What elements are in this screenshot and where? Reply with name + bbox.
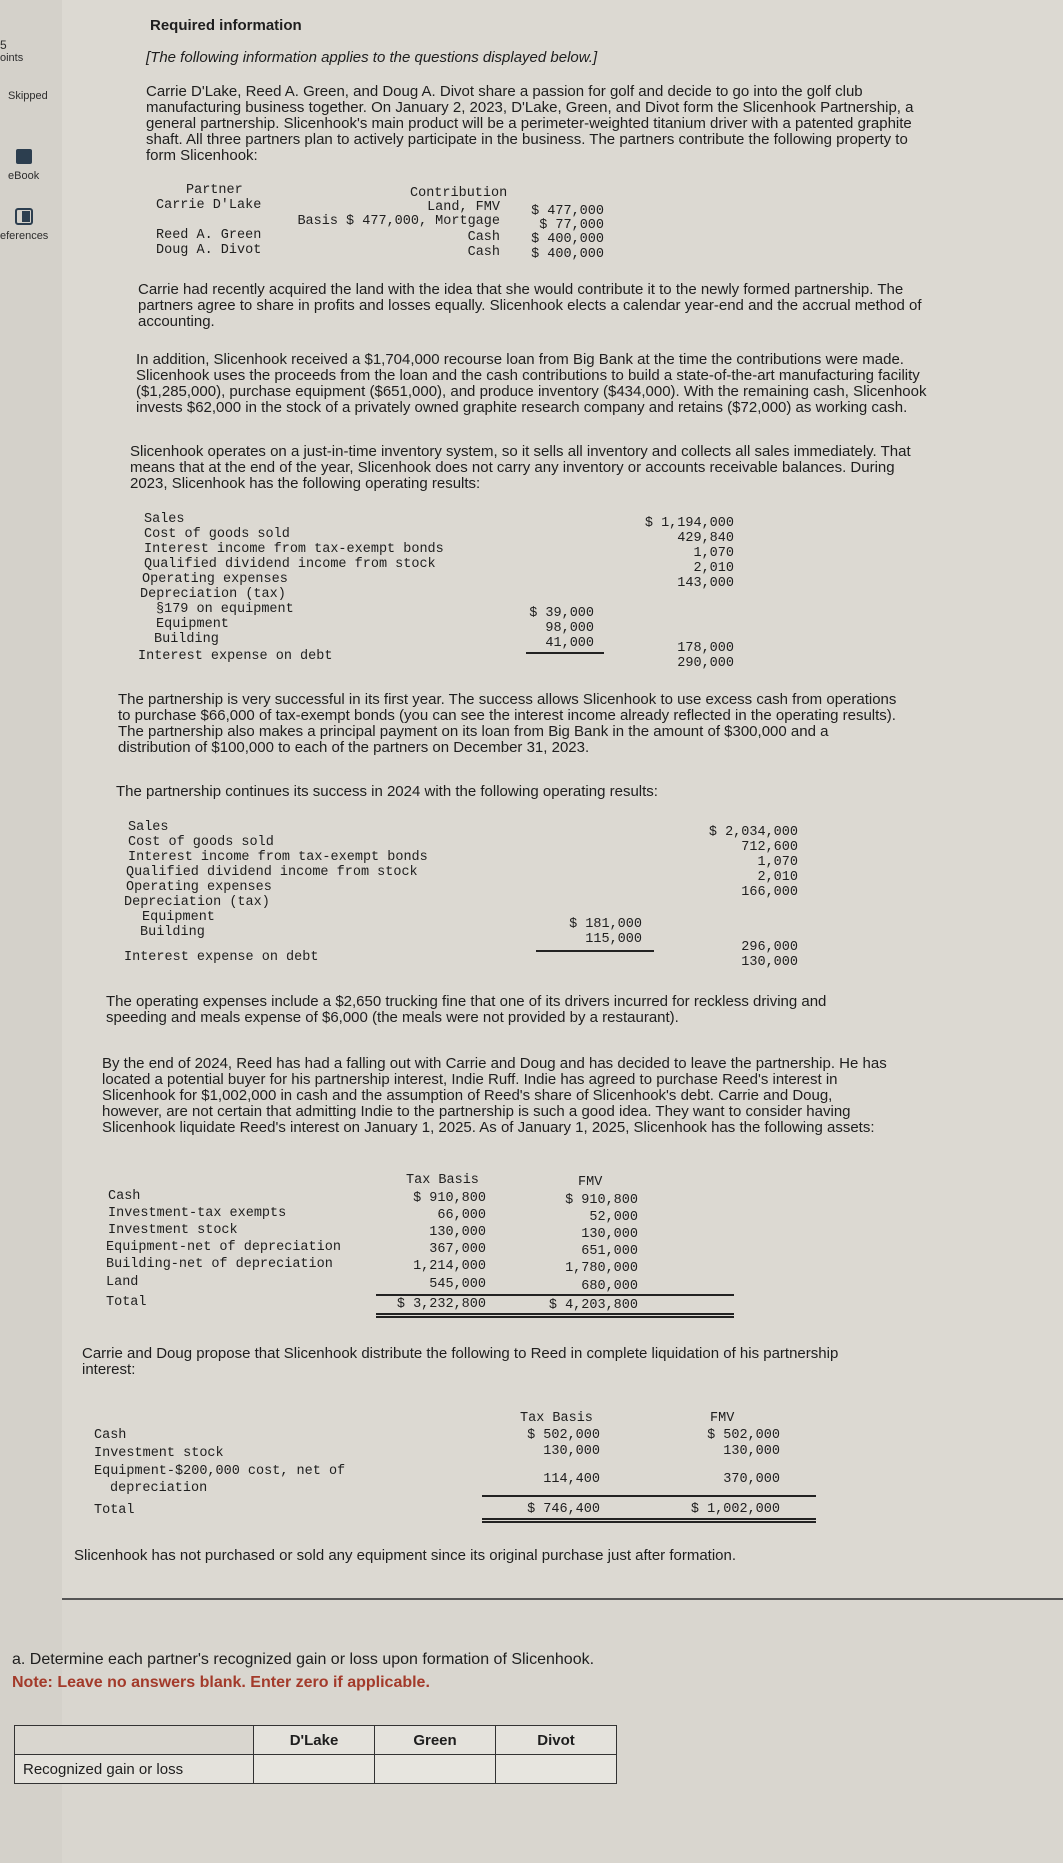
dist-header-fmv: FMV (710, 1411, 735, 1426)
dist-total-fmv: $ 1,002,000 (690, 1502, 780, 1517)
asset-basis: 66,000 (437, 1208, 486, 1223)
ebook-link[interactable]: eBook (8, 170, 40, 182)
paragraph-line: Carrie had recently acquired the land with the idea that she would contribute it to the newly formed partnership. The (138, 281, 904, 298)
ops2024-value: 166,000 (741, 885, 798, 900)
dist-basis: $ 502,000 (527, 1428, 600, 1443)
answer-header-green: Green (375, 1726, 496, 1755)
ops2023-value: 178,000 (677, 641, 734, 656)
answer-header-divot: Divot (496, 1726, 617, 1755)
ops2024-label: Sales (128, 820, 169, 835)
ops2023-label: Depreciation (tax) (140, 587, 286, 602)
ops2023-value: 143,000 (677, 576, 734, 591)
question-note: Note: Leave no answers blank. Enter zero if applicable. (12, 1674, 430, 1691)
ops2024-label: Interest income from tax-exempt bonds (128, 850, 428, 865)
ops2024-label: Operating expenses (126, 880, 272, 895)
contrib-description: Land, FMV (427, 200, 500, 215)
paragraph-line: interest: (82, 1361, 136, 1378)
asset-label: Investment stock (108, 1223, 238, 1238)
contrib-description: Basis $ 477,000, Mortgage (297, 214, 500, 229)
ops2024-label: Cost of goods sold (128, 835, 274, 850)
ops2023-label: §179 on equipment (156, 602, 294, 617)
asset-basis: 545,000 (429, 1277, 486, 1292)
ops2023-value: 429,840 (677, 531, 734, 546)
ops2023-label: Interest expense on debt (138, 649, 333, 664)
ops2023-value: 2,010 (693, 561, 734, 576)
ops2024-value: 130,000 (741, 955, 798, 970)
points-label: oints (0, 52, 24, 64)
ops2024-dep-value: 115,000 (585, 932, 642, 947)
contrib-partner: Reed A. Green (156, 228, 262, 243)
dist-subtotal-line (482, 1495, 816, 1497)
answer-input-green[interactable] (375, 1755, 496, 1784)
paragraph-line: In addition, Slicenhook received a $1,704,000 recourse loan from Big Bank at the time the contributions were made. (136, 351, 904, 368)
dist-total-double-line (482, 1518, 816, 1520)
asset-fmv: 52,000 (589, 1210, 638, 1225)
ops2023-label: Operating expenses (142, 572, 288, 587)
intro-line: general partnership. Slicenhook's main product will be a perimeter-weighted titanium driver with a patented graphite (146, 115, 912, 132)
ops2024-value: 296,000 (741, 940, 798, 955)
paragraph-line: The partnership also makes a principal payment on its loan from Big Bank in the amount of $300,000 and a (118, 723, 829, 740)
dist-label: depreciation (110, 1481, 208, 1496)
ops2024-label: Depreciation (tax) (124, 895, 270, 910)
ops2023-label: Building (154, 632, 219, 647)
paragraph-line: The operating expenses include a $2,650 trucking fine that one of its drivers incurred for reckless driving and (106, 993, 827, 1010)
contrib-description: Cash (467, 230, 500, 245)
required-information-panel (62, 0, 1063, 1600)
dist-label: Investment stock (94, 1446, 224, 1461)
asset-fmv: 130,000 (581, 1227, 638, 1242)
dist-basis: 114,400 (543, 1472, 600, 1487)
section-title: Required information (150, 17, 302, 34)
ops2023-label: Interest income from tax-exempt bonds (144, 542, 444, 557)
ops2023-value: 290,000 (677, 656, 734, 671)
assets-total-double-line (376, 1316, 734, 1318)
paragraph-line: 2023, Slicenhook has the following operating results: (130, 475, 481, 492)
ops2024-label: Equipment (142, 910, 215, 925)
paragraph-line: means that at the end of the year, Slicenhook does not carry any inventory or accounts receivable balances. During (130, 459, 895, 476)
asset-label: Building-net of depreciation (106, 1257, 333, 1272)
asset-fmv: 651,000 (581, 1244, 638, 1259)
contrib-amount: $ 477,000 (531, 204, 604, 219)
asset-basis: 130,000 (429, 1225, 486, 1240)
paragraph-line: invests $62,000 in the stock of a privately owned graphite research company and retains ($72,000) as working cash. (136, 399, 908, 416)
answer-table-corner (15, 1726, 254, 1755)
ops2024-label: Qualified dividend income from stock (126, 865, 418, 880)
contrib-amount: $ 77,000 (539, 218, 604, 233)
ops2023-label: Sales (144, 512, 185, 527)
ops2024-label: Building (140, 925, 205, 940)
paragraph-line: however, are not certain that admitting Indie to the partnership is such a good idea. They want to consider having (102, 1103, 851, 1120)
paragraph-line: ($1,285,000), purchase equipment ($651,000), and produce inventory ($434,000). With the remaining cash, Slicenhook (136, 383, 927, 400)
asset-total-basis: $ 3,232,800 (396, 1297, 486, 1312)
answer-table (14, 1725, 617, 1784)
contrib-partner: Doug A. Divot (156, 243, 262, 258)
contrib-header-partner: Partner (186, 183, 243, 198)
asset-fmv: 680,000 (581, 1279, 638, 1294)
ops2024-dep-value: $ 181,000 (569, 917, 642, 932)
points-number: 5 (0, 38, 7, 52)
paragraph-line: accounting. (138, 313, 215, 330)
answer-input-divot[interactable] (496, 1755, 617, 1784)
assets-header-fmv: FMV (578, 1175, 603, 1190)
intro-line: form Slicenhook: (146, 147, 258, 164)
skipped-label: Skipped (8, 90, 48, 102)
asset-basis: 1,214,000 (413, 1259, 486, 1274)
references-link[interactable]: eferences (0, 230, 49, 242)
ops2023-value: 1,070 (693, 546, 734, 561)
paragraph-line: The partnership continues its success in 2024 with the following operating results: (116, 783, 658, 800)
ops2024-value: 2,010 (757, 870, 798, 885)
dist-total-basis: $ 746,400 (527, 1502, 600, 1517)
contrib-header-contribution: Contribution (410, 186, 508, 201)
paragraph-line: partners agree to share in profits and losses equally. Slicenhook elects a calendar year-end and the accrual method of (138, 297, 922, 314)
asset-basis: $ 910,800 (413, 1191, 486, 1206)
asset-total-label: Total (106, 1295, 147, 1310)
assets-header-basis: Tax Basis (406, 1173, 479, 1188)
question-a: a. Determine each partner's recognized gain or loss upon formation of Slicenhook. (12, 1651, 595, 1668)
paragraph-line: By the end of 2024, Reed has had a falling out with Carrie and Doug and has decided to leave the partnership. He has (102, 1055, 887, 1072)
assets-total-double-line (376, 1313, 734, 1315)
paragraph-line: Carrie and Doug propose that Slicenhook distribute the following to Reed in complete liquidation of his partnership (82, 1345, 839, 1362)
answer-header-dlake: D'Lake (254, 1726, 375, 1755)
paragraph-line: Slicenhook uses the proceeds from the loan and the cash contributions to build a state-of-the-art manufacturing facility (136, 367, 920, 384)
paragraph-line: Slicenhook has not purchased or sold any equipment since its original purchase just after formation. (74, 1547, 737, 1564)
ebook-icon[interactable] (14, 148, 36, 166)
ops2024-value: 712,600 (741, 840, 798, 855)
ops2023-dep-value: 98,000 (545, 621, 594, 636)
ops2023-dep-value: 41,000 (545, 636, 594, 651)
asset-fmv: $ 910,800 (565, 1193, 638, 1208)
paragraph-line: Slicenhook for $1,002,000 in cash and the assumption of Reed's share of Slicenhook's debt. Carrie and Doug, (102, 1087, 833, 1104)
assets-subtotal-line (376, 1294, 734, 1296)
intro-line: shaft. All three partners plan to actively participate in the business. The partners contribute the following property to (146, 131, 908, 148)
paragraph-line: Slicenhook liquidate Reed's interest on January 1, 2025. As of January 1, 2025, Slicenhook has the following assets: (102, 1119, 875, 1136)
paragraph-line: speeding and meals expense of $6,000 (the meals were not provided by a restaurant). (106, 1009, 679, 1026)
intro-line: Carrie D'Lake, Reed A. Green, and Doug A. Divot share a passion for golf and decide to go into the golf club (146, 83, 863, 100)
dist-label: Equipment-$200,000 cost, net of (94, 1464, 346, 1479)
dist-fmv: 130,000 (723, 1444, 780, 1459)
contrib-partner: Carrie D'Lake (156, 198, 262, 213)
paragraph-line: The partnership is very successful in its first year. The success allows Slicenhook to use excess cash from operations (118, 691, 897, 708)
ops2024-value: 1,070 (757, 855, 798, 870)
contrib-amount: $ 400,000 (531, 232, 604, 247)
ops2023-label: Cost of goods sold (144, 527, 290, 542)
dist-header-basis: Tax Basis (520, 1411, 593, 1426)
asset-total-fmv: $ 4,203,800 (548, 1298, 638, 1313)
section-subtitle: [The following information applies to the questions displayed below.] (146, 49, 598, 66)
asset-label: Cash (108, 1189, 141, 1204)
asset-fmv: 1,780,000 (565, 1261, 638, 1276)
ops2023-dep-value: $ 39,000 (529, 606, 594, 621)
ops2023-label: Equipment (156, 617, 229, 632)
left-sidebar (0, 0, 62, 1863)
contrib-amount: $ 400,000 (531, 247, 604, 262)
asset-label: Equipment-net of depreciation (106, 1240, 341, 1255)
dist-fmv: $ 502,000 (707, 1428, 780, 1443)
ops2024-label: Interest expense on debt (124, 950, 319, 965)
ops2023-value: $ 1,194,000 (644, 516, 734, 531)
asset-basis: 367,000 (429, 1242, 486, 1257)
asset-label: Investment-tax exempts (108, 1206, 287, 1221)
paragraph-line: located a potential buyer for his partnership interest, Indie Ruff. Indie has agreed to purchase Reed's interest in (102, 1071, 838, 1088)
dist-total-label: Total (94, 1503, 135, 1518)
intro-line: manufacturing business together. On January 2, 2023, D'Lake, Green, and Divot form the Slicenhook Partnership, a (146, 99, 914, 116)
dist-total-double-line (482, 1521, 816, 1523)
paragraph-line: distribution of $100,000 to each of the partners on December 31, 2023. (118, 739, 590, 756)
ops2023-label: Qualified dividend income from stock (144, 557, 436, 572)
ops2024-underline (536, 950, 654, 952)
asset-label: Land (106, 1275, 139, 1290)
paragraph-line: to purchase $66,000 of tax-exempt bonds (you can see the interest income already reflected in the operating results). (118, 707, 896, 724)
dist-label: Cash (94, 1428, 127, 1443)
dist-fmv: 370,000 (723, 1472, 780, 1487)
dist-basis: 130,000 (543, 1444, 600, 1459)
answer-input-dlake[interactable] (254, 1755, 375, 1784)
ops2024-value: $ 2,034,000 (708, 825, 798, 840)
references-icon[interactable] (14, 208, 36, 226)
answer-row-label: Recognized gain or loss (15, 1755, 254, 1784)
contrib-description: Cash (467, 245, 500, 260)
paragraph-line: Slicenhook operates on a just-in-time inventory system, so it sells all inventory and collects all sales immediately. That (130, 443, 911, 460)
